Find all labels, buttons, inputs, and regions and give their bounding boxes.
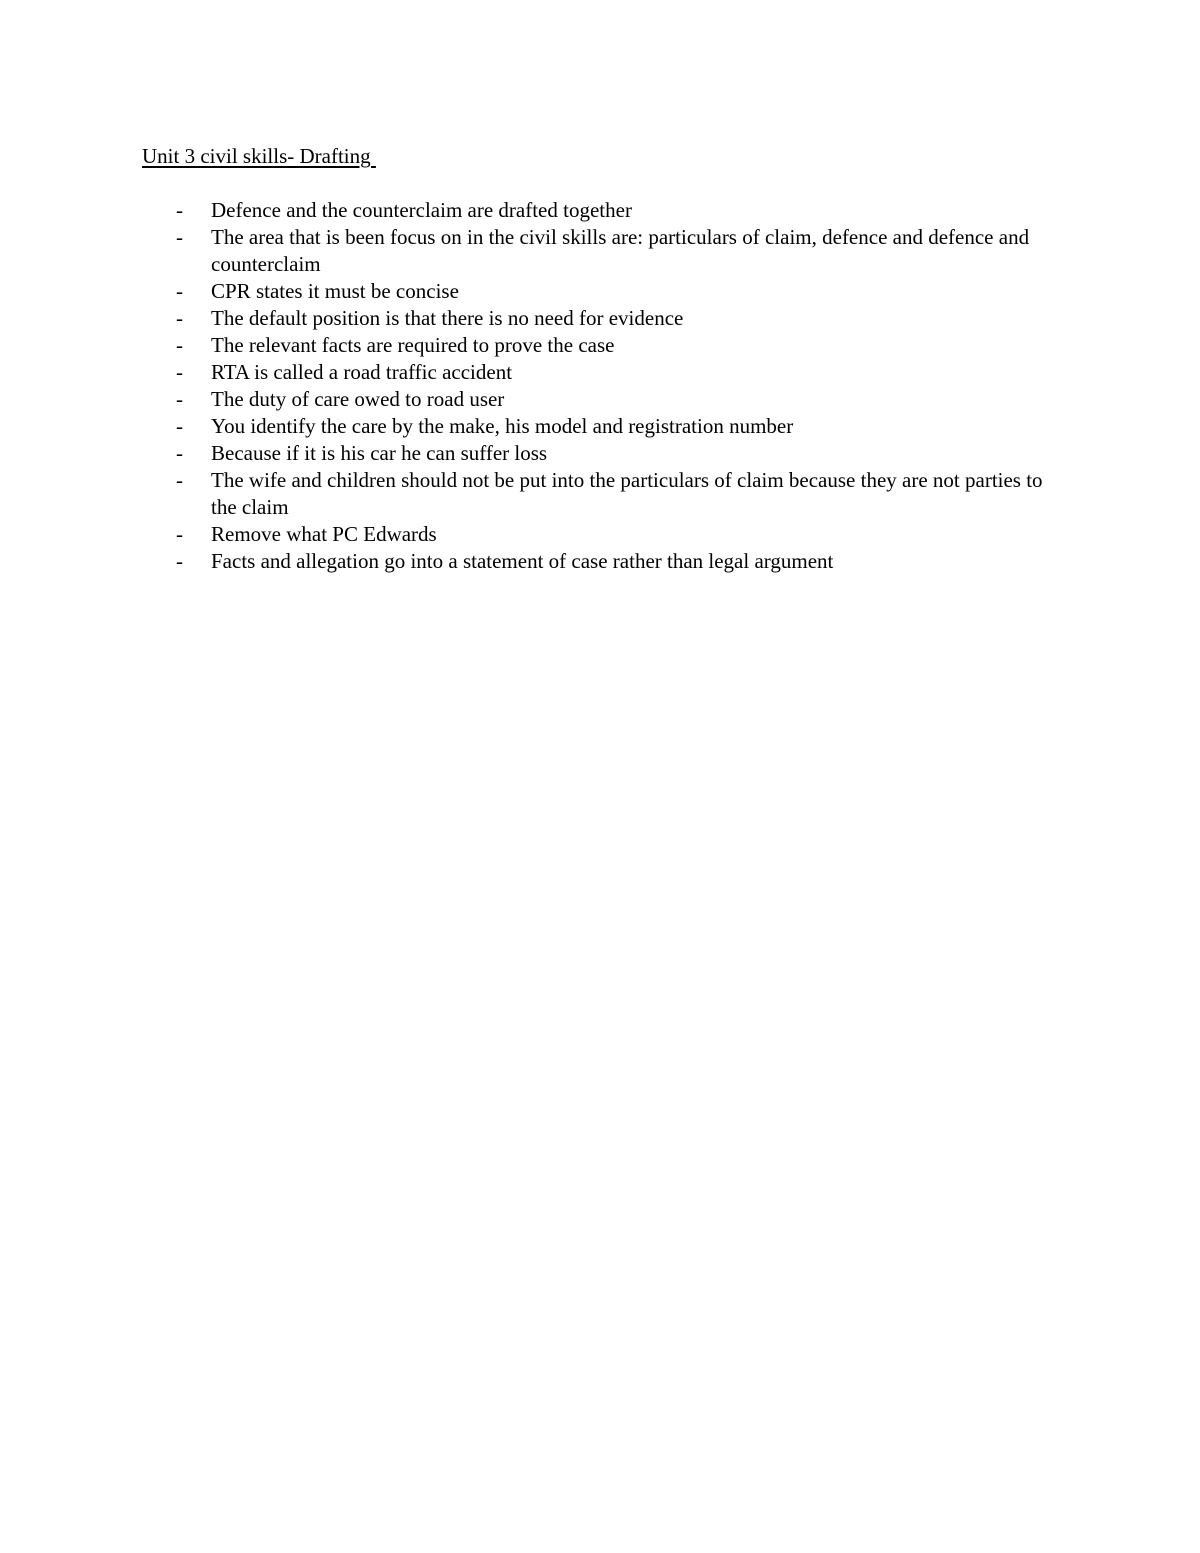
bullet-dash: -	[176, 198, 183, 222]
note-text: The default position is that there is no need for evidence	[211, 306, 684, 330]
list-item	[0, 521, 1061, 548]
note-text: CPR states it must be concise	[211, 279, 459, 303]
bullet-dash: -	[176, 306, 183, 330]
list-item	[0, 224, 1061, 278]
list-item	[0, 440, 1061, 467]
bullet-dash: -	[176, 468, 183, 492]
list-item	[0, 548, 1061, 575]
list-item	[0, 467, 1061, 521]
bullet-dash: -	[176, 225, 183, 249]
note-text: RTA is called a road traffic accident	[211, 360, 513, 384]
bullet-dash: -	[176, 414, 183, 438]
list-item	[0, 386, 1061, 413]
note-text: Because if it is his car he can suffer loss	[211, 441, 548, 465]
list-item	[0, 332, 1061, 359]
list-item	[0, 413, 1061, 440]
note-text: The duty of care owed to road user	[211, 387, 505, 411]
list-item	[0, 359, 1061, 386]
list-item	[0, 197, 1061, 224]
bullet-dash: -	[176, 549, 183, 573]
note-text: The relevant facts are required to prove the case	[211, 333, 615, 357]
bullet-dash: -	[176, 279, 183, 303]
notes-list	[0, 197, 1200, 575]
note-text: Defence and the counterclaim are drafted together	[211, 198, 632, 222]
bullet-dash: -	[176, 387, 183, 411]
bullet-dash: -	[176, 441, 183, 465]
bullet-dash: -	[176, 360, 183, 384]
bullet-dash: -	[176, 522, 183, 546]
note-text: The wife and children should not be put into the particulars of claim because they are not parties to the claim	[211, 468, 1043, 519]
bullet-dash: -	[176, 333, 183, 357]
note-text: The area that is been focus on in the civil skills are: particulars of claim, defence and defence and counterclaim	[211, 225, 1030, 276]
note-text: You identify the care by the make, his model and registration number	[211, 414, 794, 438]
list-item	[0, 305, 1061, 332]
note-text: Remove what PC Edwards	[211, 522, 437, 546]
list-item	[0, 278, 1061, 305]
document-title: Unit 3 civil skills- Drafting	[142, 144, 376, 168]
note-text: Facts and allegation go into a statement of case rather than legal argument	[211, 549, 834, 573]
